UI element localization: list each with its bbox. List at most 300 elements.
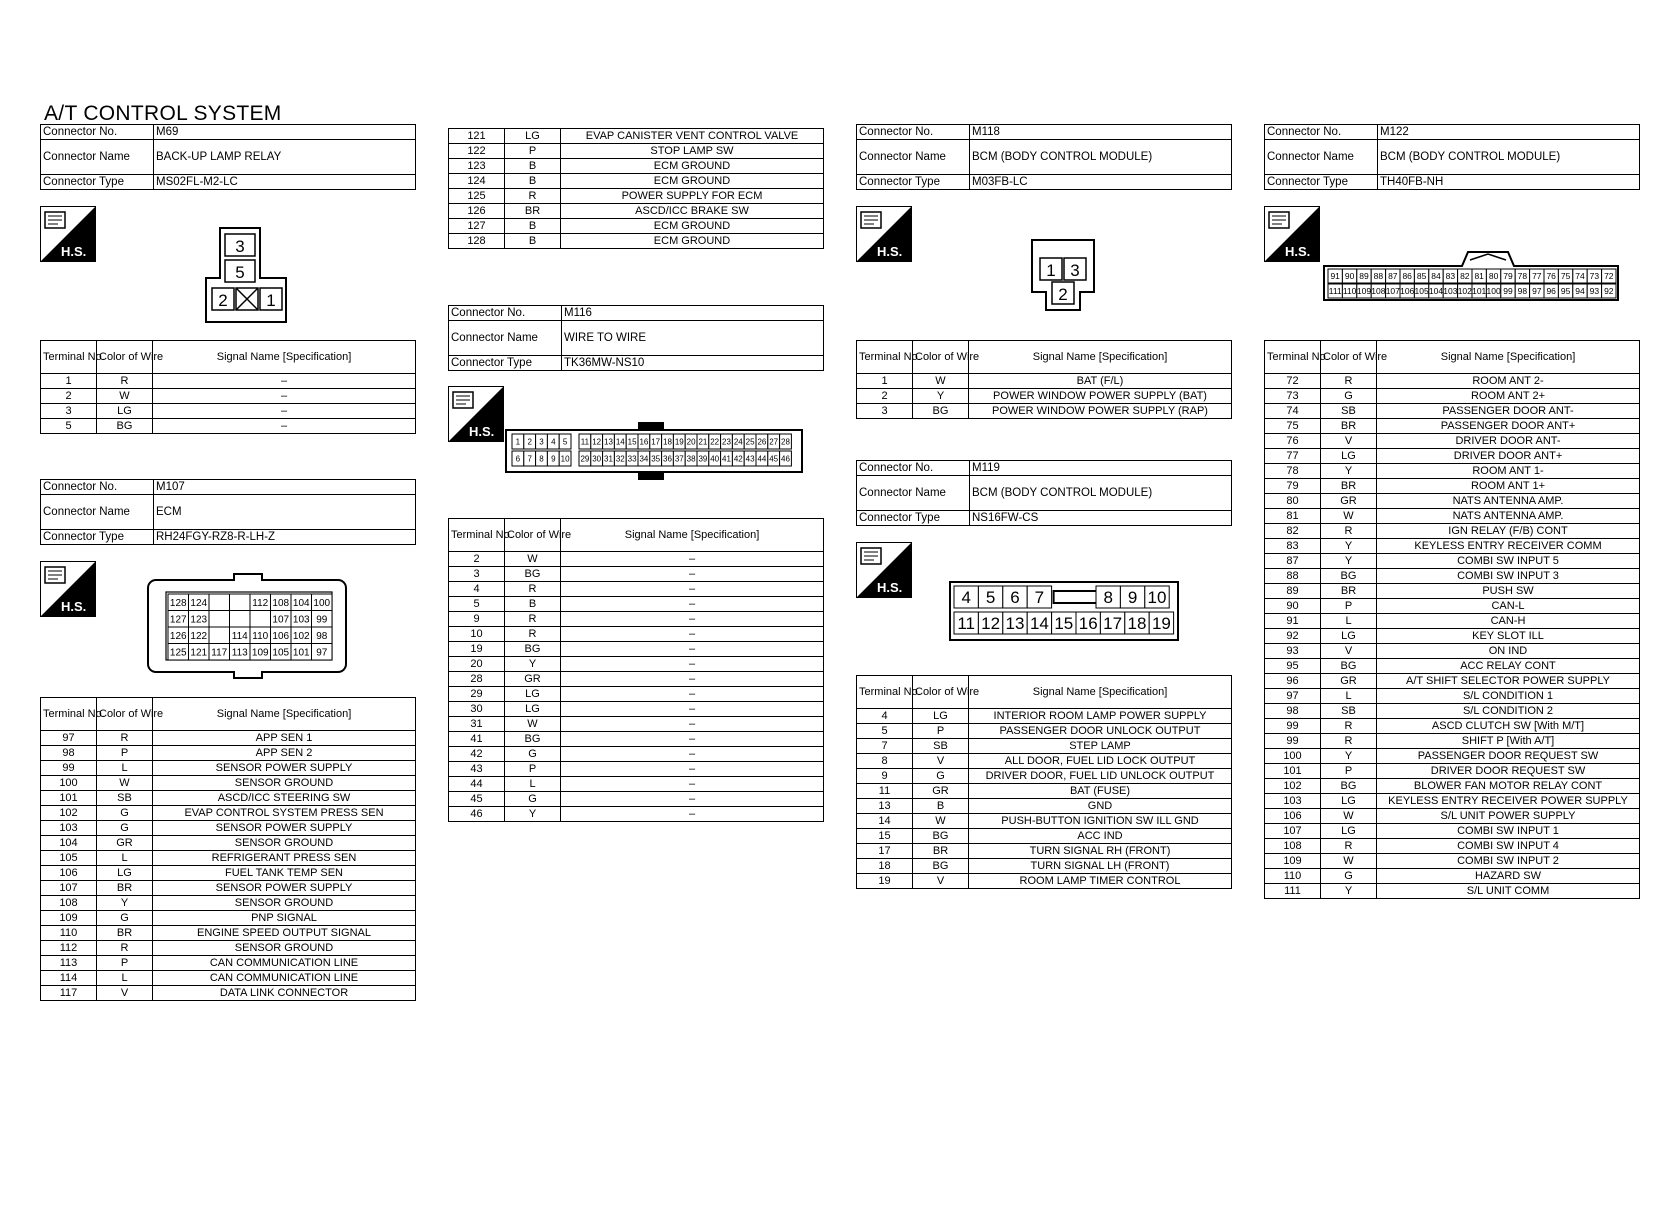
- pin-label: 125: [169, 647, 187, 659]
- connector-m107-diagram: [146, 572, 348, 685]
- pin-label: 104: [292, 597, 310, 609]
- signal-name-cell: ON IND: [1377, 644, 1640, 659]
- signal-name-cell: –: [561, 732, 824, 747]
- signal-name-cell: FUEL TANK TEMP SEN: [153, 866, 416, 881]
- wire-color-cell: Y: [913, 389, 969, 404]
- terminal-cell: 125: [449, 189, 505, 204]
- pin-label: 76: [1546, 271, 1556, 282]
- header-signal: Signal Name [Specification]: [153, 341, 416, 374]
- table-row: [1265, 689, 1640, 704]
- wire-color-cell: G: [97, 821, 153, 836]
- wire-color-cell: BR: [1321, 479, 1377, 494]
- pin-label: 105: [1414, 286, 1429, 297]
- table-row: [1265, 749, 1640, 764]
- wire-color-cell: Y: [1321, 884, 1377, 899]
- wire-color-cell: BG: [1321, 779, 1377, 794]
- pin-label: 40: [710, 454, 720, 464]
- terminal-cell: 126: [449, 204, 505, 219]
- hs-icon: [40, 206, 96, 262]
- pin-label: 16: [639, 437, 649, 447]
- svg-text:H.S.: H.S.: [877, 244, 903, 259]
- wire-color-cell: R: [1321, 374, 1377, 389]
- pin-label: 32: [615, 454, 625, 464]
- header-signal: Signal Name [Specification]: [561, 519, 824, 552]
- label-connector-type: Connector Type: [41, 530, 154, 545]
- pin-label: 106: [1400, 286, 1415, 297]
- terminal-cell: 127: [449, 219, 505, 234]
- signal-name-cell: NATS ANTENNA AMP.: [1377, 509, 1640, 524]
- terminal-cell: 128: [449, 234, 505, 249]
- pin-label: 113: [231, 647, 248, 659]
- terminal-cell: 103: [1265, 794, 1321, 809]
- signal-name-cell: PASSENGER DOOR ANT-: [1377, 404, 1640, 419]
- connector-m118-info: [856, 124, 1232, 190]
- pin-label: 87: [1388, 271, 1398, 282]
- pin-label: 85: [1416, 271, 1427, 282]
- terminal-cell: 20: [449, 657, 505, 672]
- signal-name-cell: ECM GROUND: [561, 234, 824, 249]
- signal-name-cell: –: [561, 687, 824, 702]
- signal-name-cell: DATA LINK CONNECTOR: [153, 986, 416, 1001]
- header-color: Color of Wire: [913, 341, 969, 374]
- table-row: [449, 159, 824, 174]
- signal-name-cell: BAT (F/L): [969, 374, 1232, 389]
- table-row: [449, 627, 824, 642]
- hs-icon: [1264, 206, 1320, 262]
- table-row: [41, 971, 416, 986]
- signal-name-cell: ASCD/ICC STEERING SW: [153, 791, 416, 806]
- pin-label: 102: [292, 630, 310, 642]
- connector-name-value: ECM: [154, 495, 416, 530]
- pin-label: 108: [272, 597, 290, 609]
- terminal-cell: 101: [41, 791, 97, 806]
- signal-name-cell: –: [561, 717, 824, 732]
- signal-name-cell: SENSOR POWER SUPPLY: [153, 881, 416, 896]
- pin-label: 97: [316, 647, 328, 659]
- pin-label: 99: [1503, 286, 1513, 297]
- wire-color-cell: BG: [913, 829, 969, 844]
- wire-color-cell: BG: [1321, 569, 1377, 584]
- table-row: [449, 582, 824, 597]
- terminal-cell: 19: [449, 642, 505, 657]
- pin-label: 46: [781, 454, 790, 464]
- signal-name-cell: ACC IND: [969, 829, 1232, 844]
- terminal-cell: 106: [1265, 809, 1321, 824]
- signal-name-cell: PUSH-BUTTON IGNITION SW ILL GND: [969, 814, 1232, 829]
- table-row: [1265, 644, 1640, 659]
- terminal-cell: 18: [857, 859, 913, 874]
- pin-label: 117: [211, 647, 228, 659]
- terminal-cell: 2: [857, 389, 913, 404]
- wire-color-cell: B: [505, 234, 561, 249]
- pin-label: 10: [1147, 588, 1167, 608]
- table-row: [449, 597, 824, 612]
- pin-label: 102: [1457, 286, 1472, 297]
- wire-color-cell: BR: [1321, 584, 1377, 599]
- signal-name-cell: COMBI SW INPUT 1: [1377, 824, 1640, 839]
- table-row: [857, 814, 1232, 829]
- svg-text:H.S.: H.S.: [469, 424, 495, 439]
- wire-color-cell: LG: [1321, 449, 1377, 464]
- signal-name-cell: COMBI SW INPUT 4: [1377, 839, 1640, 854]
- wire-color-cell: W: [97, 776, 153, 791]
- pin-label: 14: [1029, 614, 1049, 634]
- wire-color-cell: P: [1321, 599, 1377, 614]
- pin-label: 18: [663, 437, 672, 447]
- pin-label: 98: [1517, 286, 1528, 297]
- pin-label: 19: [1151, 614, 1171, 634]
- signal-name-cell: –: [561, 552, 824, 567]
- pin-label: 1: [515, 437, 521, 447]
- table-row: [857, 389, 1232, 404]
- wire-color-cell: BG: [913, 404, 969, 419]
- pin-label: 89: [1359, 271, 1369, 282]
- terminal-cell: 123: [449, 159, 505, 174]
- connector-m119-table: [856, 675, 1232, 889]
- signal-name-cell: –: [561, 747, 824, 762]
- pin-label: 11: [957, 614, 976, 634]
- signal-name-cell: TURN SIGNAL LH (FRONT): [969, 859, 1232, 874]
- wire-color-cell: G: [913, 769, 969, 784]
- table-row: [857, 769, 1232, 784]
- pin-label: 17: [1103, 614, 1123, 634]
- pin-label: 100: [313, 597, 331, 609]
- table-row: [449, 204, 824, 219]
- pin-label: 5: [985, 588, 996, 608]
- pin-label: 3: [539, 437, 544, 447]
- connector-m107-table: [40, 697, 416, 1001]
- terminal-cell: 5: [857, 724, 913, 739]
- table-row: [857, 829, 1232, 844]
- pin-label: 73: [1589, 271, 1600, 282]
- signal-name-cell: –: [561, 612, 824, 627]
- pin-label: 33: [627, 454, 637, 464]
- terminal-cell: 96: [1265, 674, 1321, 689]
- wire-color-cell: BG: [1321, 659, 1377, 674]
- signal-name-cell: EVAP CONTROL SYSTEM PRESS SEN: [153, 806, 416, 821]
- signal-name-cell: DRIVER DOOR REQUEST SW: [1377, 764, 1640, 779]
- table-row: [857, 374, 1232, 389]
- header-terminal: Terminal No.: [449, 519, 505, 552]
- signal-name-cell: TURN SIGNAL RH (FRONT): [969, 844, 1232, 859]
- signal-name-cell: COMBI SW INPUT 2: [1377, 854, 1640, 869]
- wire-color-cell: G: [97, 911, 153, 926]
- signal-name-cell: ROOM ANT 1+: [1377, 479, 1640, 494]
- terminal-cell: 97: [1265, 689, 1321, 704]
- header-color: Color of Wire: [97, 341, 153, 374]
- wire-color-cell: P: [97, 956, 153, 971]
- terminal-cell: 4: [857, 709, 913, 724]
- wire-color-cell: BR: [97, 881, 153, 896]
- terminal-cell: 74: [1265, 404, 1321, 419]
- signal-name-cell: BAT (FUSE): [969, 784, 1232, 799]
- pin-label: 41: [722, 454, 731, 464]
- wire-color-cell: L: [1321, 689, 1377, 704]
- terminal-cell: 80: [1265, 494, 1321, 509]
- terminal-cell: 95: [1265, 659, 1321, 674]
- table-row: [41, 896, 416, 911]
- wire-color-cell: Y: [1321, 539, 1377, 554]
- signal-name-cell: –: [561, 777, 824, 792]
- wire-color-cell: G: [505, 792, 561, 807]
- terminal-cell: 90: [1265, 599, 1321, 614]
- pin-label: 127: [169, 614, 187, 626]
- pin-label: 110: [252, 630, 269, 642]
- terminal-cell: 19: [857, 874, 913, 889]
- svg-text:5: 5: [235, 263, 245, 282]
- wire-color-cell: GR: [913, 784, 969, 799]
- terminal-cell: 15: [857, 829, 913, 844]
- table-row: [449, 702, 824, 717]
- header-terminal: Terminal No.: [41, 341, 97, 374]
- label-connector-name: Connector Name: [41, 140, 154, 175]
- connector-m116-diagram: [504, 420, 804, 487]
- table-row: [449, 612, 824, 627]
- terminal-cell: 102: [41, 806, 97, 821]
- terminal-cell: 124: [449, 174, 505, 189]
- wire-color-cell: V: [913, 754, 969, 769]
- pin-label: 108: [1371, 286, 1386, 297]
- signal-name-cell: STOP LAMP SW: [561, 144, 824, 159]
- pin-label: 79: [1503, 271, 1513, 282]
- table-row: [41, 419, 416, 434]
- terminal-cell: 93: [1265, 644, 1321, 659]
- pin-label: 24: [733, 437, 743, 447]
- connector-m69-diagram: [204, 226, 292, 329]
- wire-color-cell: LG: [505, 687, 561, 702]
- wire-color-cell: W: [913, 374, 969, 389]
- pin-label: 8: [1103, 588, 1113, 608]
- wire-color-cell: L: [97, 971, 153, 986]
- table-row: [41, 821, 416, 836]
- wire-color-cell: SB: [1321, 404, 1377, 419]
- pin-label: 92: [1604, 286, 1614, 297]
- wire-color-cell: L: [97, 851, 153, 866]
- connector-no-value: M107: [154, 480, 416, 495]
- wire-color-cell: BG: [505, 567, 561, 582]
- table-row: [41, 956, 416, 971]
- wire-color-cell: BR: [97, 926, 153, 941]
- table-row: [1265, 824, 1640, 839]
- wire-color-cell: SB: [1321, 704, 1377, 719]
- header-terminal: Terminal No.: [857, 676, 913, 709]
- signal-name-cell: PASSENGER DOOR UNLOCK OUTPUT: [969, 724, 1232, 739]
- pin-label: 86: [1402, 271, 1412, 282]
- connector-name-value: WIRE TO WIRE: [562, 321, 824, 356]
- terminal-cell: 99: [1265, 719, 1321, 734]
- signal-name-cell: PASSENGER DOOR REQUEST SW: [1377, 749, 1640, 764]
- pin-label: 34: [639, 454, 649, 464]
- table-row: [41, 986, 416, 1001]
- signal-name-cell: POWER WINDOW POWER SUPPLY (RAP): [969, 404, 1232, 419]
- pin-label: 93: [1589, 286, 1600, 297]
- terminal-cell: 2: [449, 552, 505, 567]
- wire-color-cell: G: [505, 747, 561, 762]
- pin-label: 29: [580, 454, 590, 464]
- connector-m119-diagram: [948, 580, 1180, 647]
- signal-name-cell: ECM GROUND: [561, 219, 824, 234]
- terminal-cell: 1: [41, 374, 97, 389]
- signal-name-cell: SENSOR POWER SUPPLY: [153, 821, 416, 836]
- table-row: [1265, 584, 1640, 599]
- table-row: [41, 866, 416, 881]
- table-row: [1265, 374, 1640, 389]
- pin-label: 37: [674, 454, 684, 464]
- pin-label: 109: [1356, 286, 1372, 297]
- table-row: [41, 911, 416, 926]
- pin-label: 4: [961, 588, 971, 608]
- signal-name-cell: ROOM ANT 1-: [1377, 464, 1640, 479]
- terminal-cell: 91: [1265, 614, 1321, 629]
- signal-name-cell: KEYLESS ENTRY RECEIVER COMM: [1377, 539, 1640, 554]
- label-connector-no: Connector No.: [449, 306, 562, 321]
- terminal-cell: 111: [1265, 884, 1321, 899]
- pin-label: 44: [757, 454, 767, 464]
- signal-name-cell: SENSOR GROUND: [153, 941, 416, 956]
- connector-no-value: M118: [970, 125, 1232, 140]
- svg-text:2: 2: [1058, 285, 1068, 304]
- pin-label: 101: [292, 647, 310, 659]
- connector-m116-info: [448, 305, 824, 371]
- pin-label: 114: [231, 630, 248, 642]
- table-row: [1265, 599, 1640, 614]
- table-row: [41, 776, 416, 791]
- signal-name-cell: –: [153, 404, 416, 419]
- table-row: [41, 731, 416, 746]
- signal-name-cell: COMBI SW INPUT 3: [1377, 569, 1640, 584]
- terminal-cell: 117: [41, 986, 97, 1001]
- signal-name-cell: HAZARD SW: [1377, 869, 1640, 884]
- table-row: [1265, 674, 1640, 689]
- connector-type-value: MS02FL-M2-LC: [154, 175, 416, 190]
- wire-color-cell: LG: [97, 404, 153, 419]
- header-signal: Signal Name [Specification]: [969, 341, 1232, 374]
- table-row: [1265, 659, 1640, 674]
- pin-label: 94: [1575, 286, 1585, 297]
- wire-color-cell: P: [1321, 764, 1377, 779]
- table-row: [449, 189, 824, 204]
- connector-type-value: TK36MW-NS10: [562, 356, 824, 371]
- signal-name-cell: INTERIOR ROOM LAMP POWER SUPPLY: [969, 709, 1232, 724]
- pin-label: 43: [745, 454, 755, 464]
- signal-name-cell: ASCD/ICC BRAKE SW: [561, 204, 824, 219]
- terminal-cell: 106: [41, 866, 97, 881]
- wire-color-cell: R: [505, 582, 561, 597]
- table-row: [449, 672, 824, 687]
- signal-name-cell: SHIFT P [With A/T]: [1377, 734, 1640, 749]
- terminal-cell: 103: [41, 821, 97, 836]
- table-row: [1265, 404, 1640, 419]
- connector-m122-table: [1264, 340, 1640, 899]
- svg-text:H.S.: H.S.: [877, 580, 903, 595]
- wire-color-cell: BR: [913, 844, 969, 859]
- connector-no-value: M116: [562, 306, 824, 321]
- terminal-cell: 100: [41, 776, 97, 791]
- terminal-cell: 83: [1265, 539, 1321, 554]
- connector-m69-table: [40, 340, 416, 434]
- table-row: [1265, 449, 1640, 464]
- wire-color-cell: BG: [505, 642, 561, 657]
- pin-label: 6: [515, 454, 521, 464]
- table-row: [41, 851, 416, 866]
- connector-m122-info: [1264, 124, 1640, 190]
- signal-name-cell: DRIVER DOOR ANT-: [1377, 434, 1640, 449]
- signal-name-cell: NATS ANTENNA AMP.: [1377, 494, 1640, 509]
- table-row: [41, 791, 416, 806]
- hs-icon: [448, 386, 504, 442]
- signal-name-cell: –: [561, 567, 824, 582]
- pin-label: 12: [981, 614, 1001, 634]
- connector-m122-diagram: [1322, 250, 1622, 307]
- signal-name-cell: SENSOR GROUND: [153, 776, 416, 791]
- pin-label: 45: [769, 454, 779, 464]
- connector-m116-table: [448, 518, 824, 822]
- terminal-cell: 45: [449, 792, 505, 807]
- connector-m118-diagram: [1030, 238, 1096, 317]
- terminal-cell: 88: [1265, 569, 1321, 584]
- pin-label: 18: [1127, 614, 1147, 634]
- wire-color-cell: B: [505, 159, 561, 174]
- header-terminal: Terminal No.: [1265, 341, 1321, 374]
- table-row: [449, 687, 824, 702]
- label-connector-no: Connector No.: [857, 461, 970, 476]
- connector-no-value: M69: [154, 125, 416, 140]
- wire-color-cell: P: [913, 724, 969, 739]
- wire-color-cell: B: [913, 799, 969, 814]
- connector-name-value: BACK-UP LAMP RELAY: [154, 140, 416, 175]
- table-row: [857, 859, 1232, 874]
- pin-label: 31: [604, 454, 613, 464]
- pin-label: 88: [1373, 271, 1384, 282]
- pin-label: 104: [1428, 286, 1444, 297]
- pin-label: 10: [560, 454, 570, 464]
- pin-label: 19: [674, 437, 684, 447]
- table-row: [41, 746, 416, 761]
- table-row: [449, 552, 824, 567]
- pin-label: 26: [757, 437, 767, 447]
- label-connector-no: Connector No.: [857, 125, 970, 140]
- wire-color-cell: V: [97, 986, 153, 1001]
- pin-label: 25: [745, 437, 755, 447]
- signal-name-cell: –: [153, 374, 416, 389]
- terminal-cell: 108: [41, 896, 97, 911]
- signal-name-cell: –: [561, 597, 824, 612]
- wire-color-cell: LG: [1321, 629, 1377, 644]
- header-color: Color of Wire: [1321, 341, 1377, 374]
- terminal-cell: 7: [857, 739, 913, 754]
- signal-name-cell: ECM GROUND: [561, 159, 824, 174]
- label-connector-type: Connector Type: [41, 175, 154, 190]
- label-connector-type: Connector Type: [857, 175, 970, 190]
- svg-text:1: 1: [266, 291, 276, 310]
- terminal-cell: 10: [449, 627, 505, 642]
- svg-text:1: 1: [1046, 261, 1056, 280]
- connector-type-value: RH24FGY-RZ8-R-LH-Z: [154, 530, 416, 545]
- terminal-cell: 105: [41, 851, 97, 866]
- pin-label: 4: [551, 437, 556, 447]
- signal-name-cell: SENSOR POWER SUPPLY: [153, 761, 416, 776]
- signal-name-cell: –: [561, 672, 824, 687]
- terminal-cell: 92: [1265, 629, 1321, 644]
- pin-label: 35: [651, 454, 661, 464]
- pin-label: 17: [651, 437, 661, 447]
- pin-label: 15: [627, 437, 637, 447]
- table-row: [1265, 494, 1640, 509]
- pin-label: 13: [1005, 614, 1025, 634]
- label-connector-type: Connector Type: [857, 511, 970, 526]
- label-connector-name: Connector Name: [857, 476, 970, 511]
- pin-label: 121: [190, 647, 208, 659]
